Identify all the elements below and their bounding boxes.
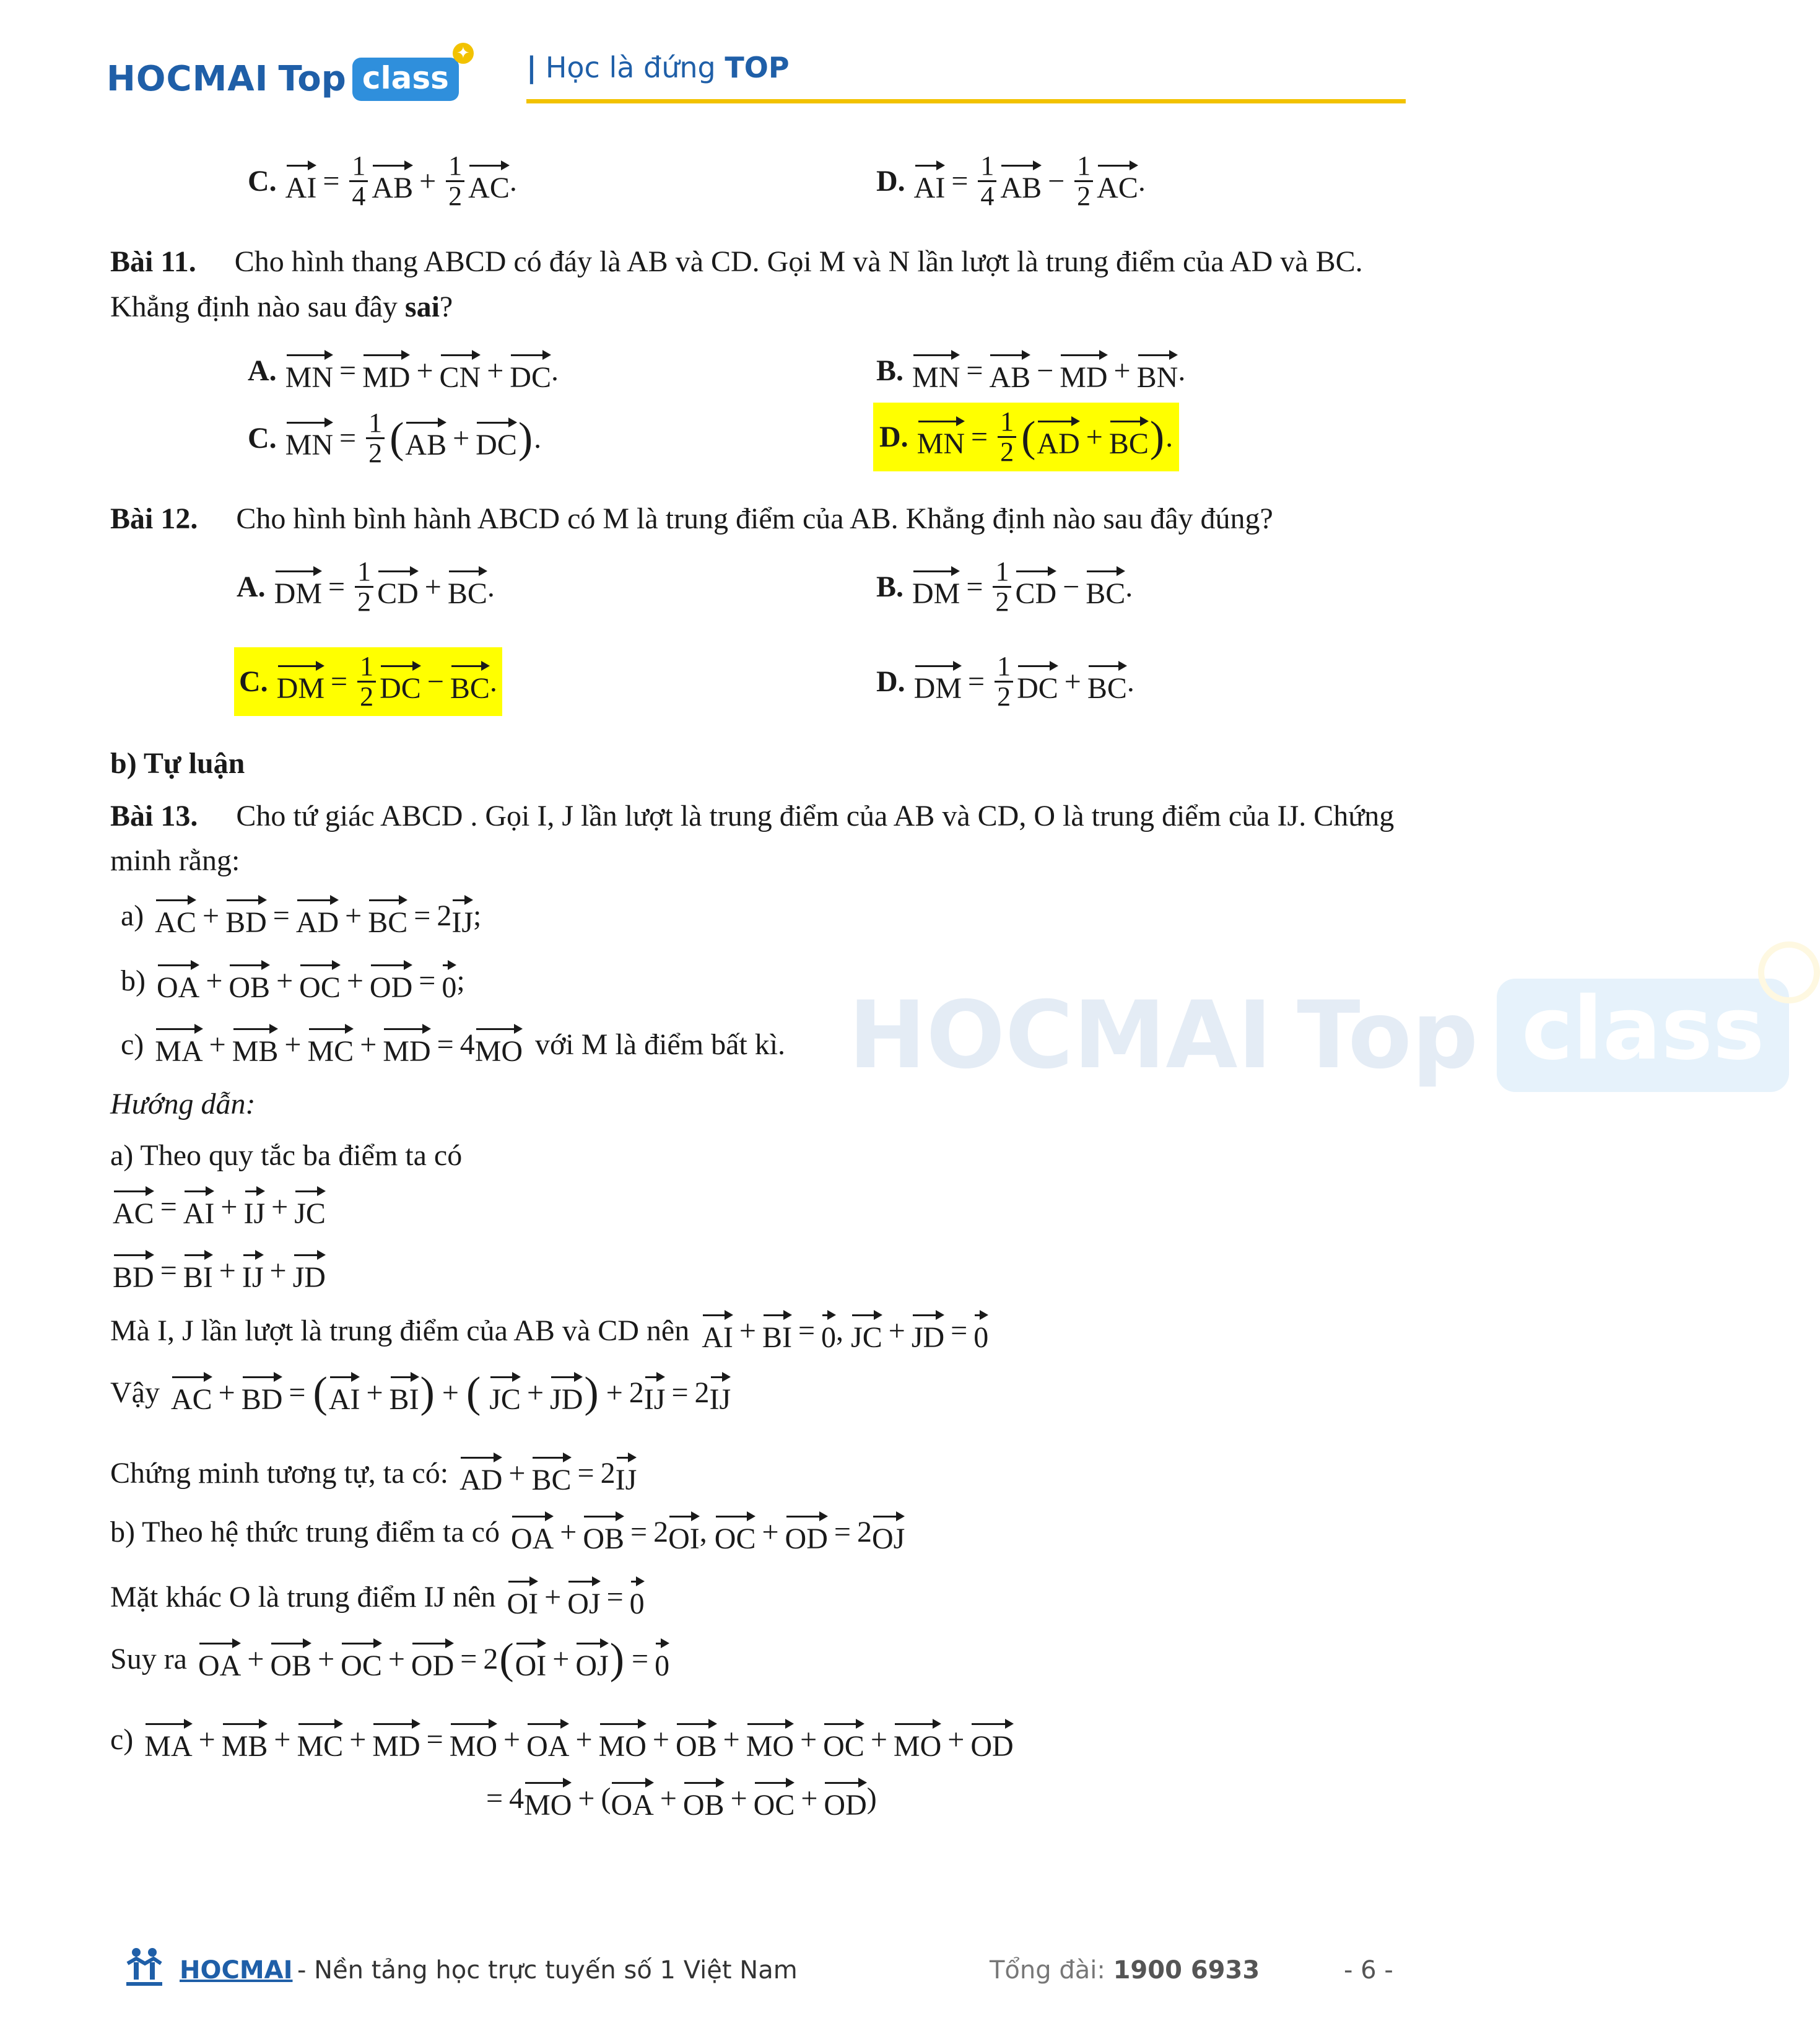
bai11-option-a [248, 347, 559, 395]
bai13-part-b [121, 957, 465, 1005]
watermark-class [1497, 979, 1789, 1092]
solution-b-line [110, 1508, 905, 1556]
bai11-option-b [876, 347, 1185, 395]
problem-label: Bài 11. [110, 245, 196, 278]
watermark-star-icon [1758, 941, 1820, 1003]
option-label: B. [876, 354, 904, 387]
math-expression: AD + BC = 2 IJ [459, 1449, 637, 1497]
watermark-brand: HOCMAI [848, 981, 1273, 1090]
page-number: - 6 - [1344, 1956, 1393, 1985]
section-title: b) Tự luận [110, 747, 245, 780]
solution-a-intro: a) Theo quy tắc ba điểm ta có [110, 1139, 463, 1172]
option-label: C. [239, 665, 268, 699]
solution-heading: Hướng dẫn: [110, 1088, 256, 1120]
math-expression: AC + BD = AD + BC = 2 IJ ; [155, 892, 481, 940]
logo-class-text: class [362, 59, 449, 96]
solution-text: Vậy [110, 1376, 160, 1409]
solution-mat-khac-line [110, 1573, 645, 1621]
bai12-option-b [876, 557, 1133, 616]
solution-midpoint-line [110, 1307, 988, 1355]
problem-text: Khẳng định nào sau đây [110, 290, 405, 323]
footer-brand-link[interactable]: HOCMAI [180, 1956, 293, 1985]
option-label: A. [248, 354, 277, 387]
bai12-option-c-correct [234, 647, 502, 716]
page-footer [0, 1933, 1579, 1994]
bai12-statement [110, 502, 1273, 536]
math-expression: AI = $\frac{1}{4}$ AB − $\frac{1}{2}$ AC . [913, 151, 1146, 212]
header-slogan [526, 51, 790, 84]
slogan-prefix: Học là đứng [545, 51, 716, 84]
bai13-part-c [121, 1021, 785, 1068]
math-expression: OI + OJ = 0 [507, 1573, 645, 1621]
part-label: b) [121, 964, 146, 997]
problem-text: ? [439, 290, 453, 323]
watermark-top: Top [1297, 981, 1479, 1090]
header-divider [526, 99, 1406, 103]
math-expression: AC = AI + IJ + JC [113, 1183, 326, 1231]
option-label: C. [248, 422, 277, 455]
part-label: c) [121, 1028, 144, 1061]
q10-option-c [248, 152, 517, 211]
option-label: A. [237, 570, 266, 604]
bai12-option-a [237, 557, 495, 616]
bai12-option-d [876, 652, 1134, 711]
bai11-statement-line2 [110, 290, 453, 324]
footer-tagline: - Nền tảng học trực tuyến số 1 Việt Nam [297, 1956, 798, 1985]
math-expression: MA + MB + MC + MD = MO + OA + MO + OB + MO + OC + MO + OD [144, 1716, 1013, 1763]
math-expression: DM = $\frac{1}{2}$ DC + BC . [913, 651, 1134, 712]
math-expression: MN = MD + CN + DC . [285, 347, 559, 395]
solution-c-line2 [480, 1775, 877, 1822]
solution-c-line1 [110, 1716, 1014, 1763]
math-expression: BD = BI + IJ + JD [113, 1247, 326, 1295]
bai13-statement-line2: minh rằng: [110, 844, 240, 877]
solution-text: Chứng minh tương tự, ta có: [110, 1457, 449, 1490]
math-expression: AI + BI = 0 , JC + JD = 0 [702, 1307, 988, 1355]
option-label: C. [248, 165, 277, 198]
emphasis-word: sai [404, 290, 440, 323]
solution-vay-line [110, 1369, 731, 1417]
hocmai-topclass-logo [107, 43, 470, 108]
math-expression: DM = $\frac{1}{2}$ DC − BC . [276, 651, 497, 712]
q10-option-d [876, 152, 1146, 211]
slogan-top: TOP [725, 51, 790, 84]
part-label: c) [110, 1723, 134, 1756]
solution-text: b) Theo hệ thức trung điểm ta có [110, 1516, 500, 1548]
slogan-divider: | [526, 51, 537, 84]
bai11-statement-line1 [110, 245, 1363, 279]
option-label: D. [876, 165, 905, 198]
solution-similar-line [110, 1449, 637, 1497]
solution-text: Mặt khác O là trung điểm IJ nên [110, 1581, 496, 1614]
watermark [848, 979, 1789, 1092]
problem-label: Bài 12. [110, 502, 198, 535]
bai11-option-d-correct [873, 403, 1179, 471]
math-expression: MN = $\frac{1}{2}$ ( AD + BC ) . [917, 406, 1173, 468]
problem-text: Cho hình thang ABCD có đáy là AB và CD. Gọi M và N lần lượt là trung điểm của AD và BC. [234, 245, 1363, 278]
bai13-part-a [121, 892, 481, 940]
math-expression: MA + MB + MC + MD = 4 MO [155, 1021, 523, 1068]
bai11-option-c [248, 409, 541, 468]
logo-brand: HOCMAI [107, 59, 269, 99]
logo-class-badge [352, 43, 470, 101]
solution-eq-bd [113, 1247, 326, 1295]
problem-text: Cho tứ giác ABCD . Gọi I, J lần lượt là trung điểm của AB và CD, O là trung điểm của IJ. Chứng [236, 800, 1395, 832]
solution-text: Suy ra [110, 1643, 187, 1675]
math-expression: AI = $\frac{1}{4}$ AB + $\frac{1}{2}$ AC . [285, 151, 517, 212]
problem-text: Cho hình bình hành ABCD có M là trung điểm của AB. Khẳng định nào sau đây đúng? [236, 502, 1273, 535]
hotline-number: 1900 6933 [1113, 1956, 1260, 1985]
math-expression: OA + OB + OC + OD = 2 ( OI + OJ ) = 0 [198, 1635, 670, 1683]
math-expression: OA + OB = 2 OI , OC + OD = 2 OJ [511, 1508, 905, 1556]
math-expression: MN = AB − MD + BN . [912, 347, 1185, 395]
math-expression: DM = $\frac{1}{2}$ CD − BC . [912, 556, 1133, 618]
watermark-class-text: class [1522, 979, 1765, 1080]
bai13-statement-line1 [110, 799, 1394, 833]
solution-text: Mà I, J lần lượt là trung điểm của AB và CD nên [110, 1314, 690, 1347]
problem-label: Bài 13. [110, 800, 198, 832]
part-label: a) [121, 899, 144, 932]
page-header [0, 0, 1579, 108]
option-label: D. [879, 421, 908, 454]
footer-hotline [990, 1956, 1260, 1985]
math-expression: DM = $\frac{1}{2}$ CD + BC . [274, 556, 495, 618]
option-label: B. [876, 570, 904, 604]
part-suffix: với M là điểm bất kì. [535, 1028, 786, 1061]
logo-top: Top [278, 59, 346, 99]
solution-suy-ra-line [110, 1635, 669, 1683]
math-expression: = 4 MO + ( OA + OB + OC + OD ) [480, 1775, 877, 1822]
solution-eq-ac [113, 1183, 326, 1231]
star-icon: ✦ [453, 43, 474, 64]
math-expression: AC + BD = ( AI + BI ) + ( JC + JD ) + 2 IJ = 2 IJ [170, 1368, 731, 1417]
hotline-label: Tổng đài: [990, 1956, 1113, 1985]
hocmai-people-icon [123, 1945, 166, 1988]
option-label: D. [876, 665, 905, 699]
math-expression: MN = $\frac{1}{2}$ ( AB + DC ) . [285, 408, 542, 469]
math-expression: OA + OB + OC + OD = 0 ; [157, 957, 465, 1005]
